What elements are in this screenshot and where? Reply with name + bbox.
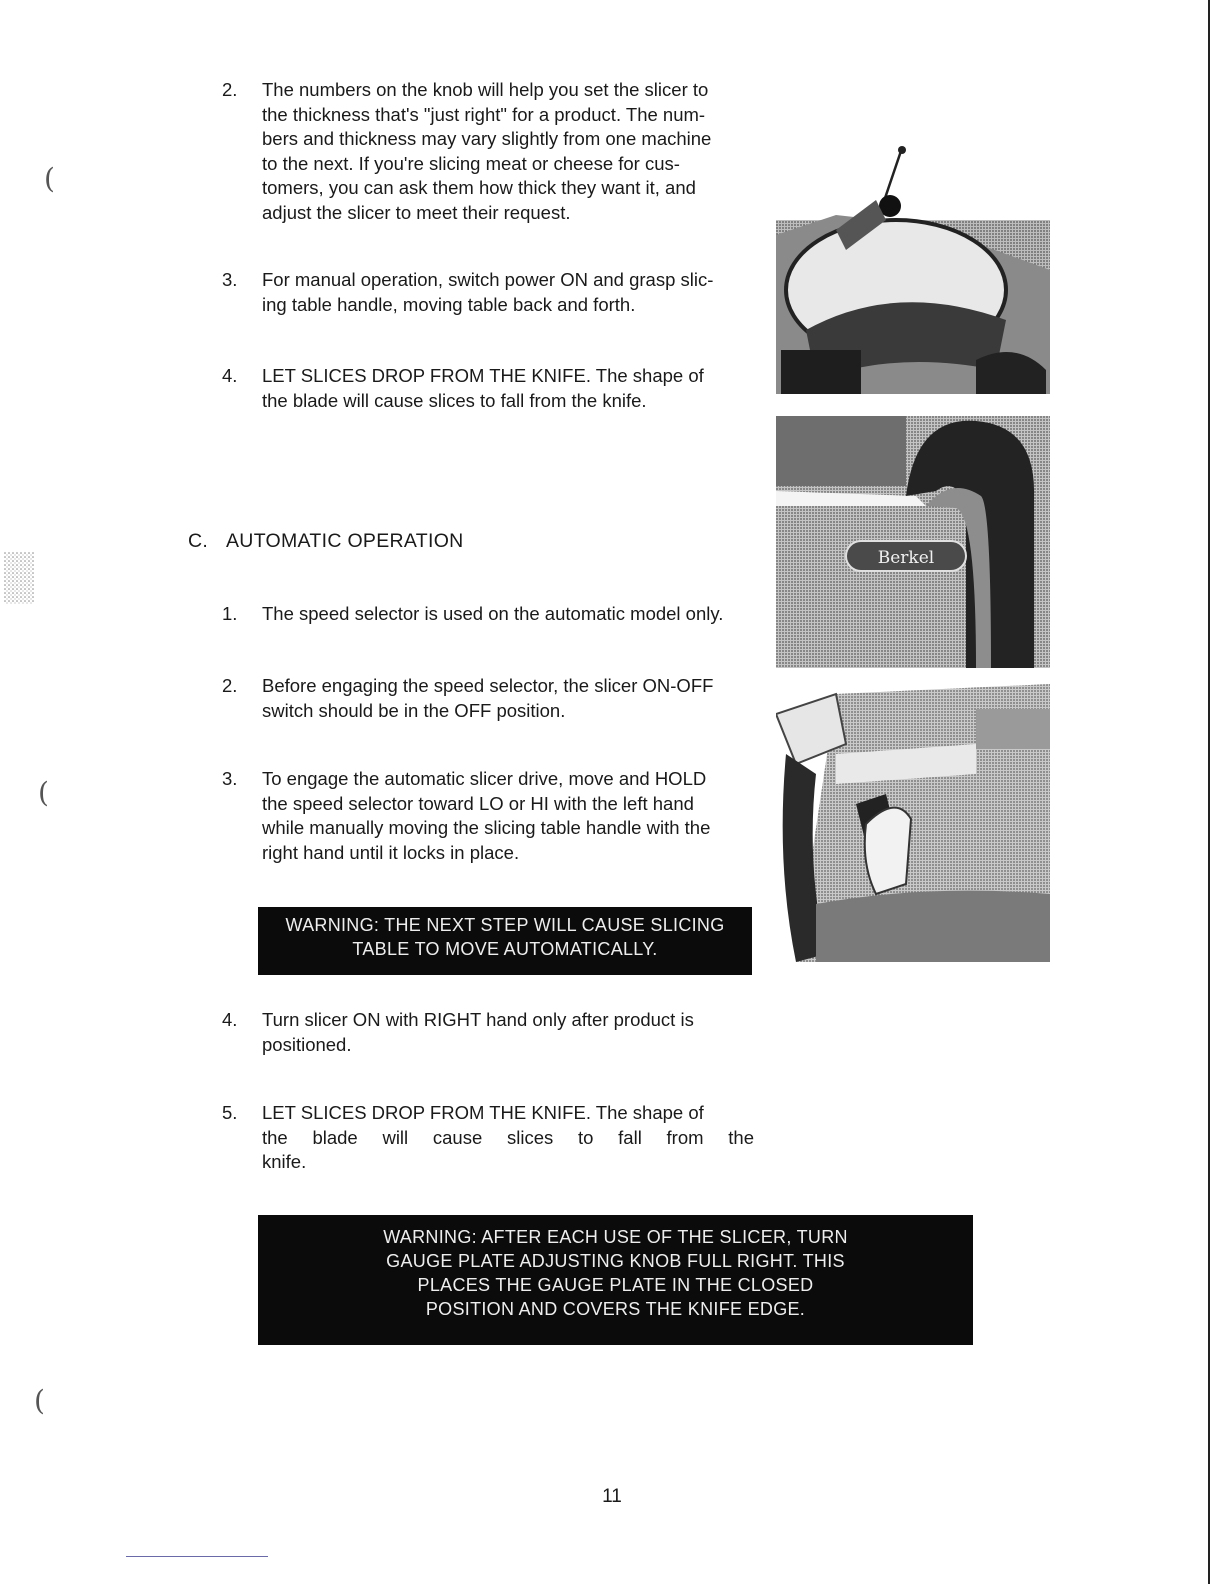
list-number: 2.: [222, 675, 238, 696]
text-line: tomers, you can ask them how thick they want it, and: [262, 177, 696, 198]
speed-selector-photo: [776, 684, 1050, 962]
text-line: bers and thickness may vary slightly from one machine: [262, 128, 712, 149]
list-text: [262, 78, 754, 225]
list-number: 4.: [222, 365, 238, 386]
text-line: LET SLICES DROP FROM THE KNIFE. The shape of: [262, 1102, 704, 1123]
text-line: switch should be in the OFF position.: [262, 699, 566, 721]
text-line: while manually moving the slicing table handle with the: [262, 817, 711, 838]
text-line: LET SLICES DROP FROM THE KNIFE. The shape of: [262, 365, 704, 386]
bottom-rule: [126, 1556, 268, 1557]
section-title: AUTOMATIC OPERATION: [226, 530, 464, 552]
section-heading: [188, 530, 464, 553]
warning-line: GAUGE PLATE ADJUSTING KNOB FULL RIGHT. THIS: [386, 1251, 845, 1271]
text-line: the thickness that's "just right" for a product. The num-: [262, 103, 706, 125]
text-line: The speed selector is used on the automatic model only.: [262, 603, 724, 624]
warning-line: WARNING: THE NEXT STEP WILL CAUSE SLICING: [285, 915, 725, 935]
list-text: [262, 364, 754, 413]
binder-hole-mark: (: [38, 776, 49, 809]
text-line: adjust the slicer to meet their request.: [262, 201, 571, 223]
list-number: 1.: [222, 603, 238, 624]
warning-line: TABLE TO MOVE AUTOMATICALLY.: [352, 939, 658, 959]
list-text: [262, 602, 782, 627]
text-line: positioned.: [262, 1033, 352, 1055]
list-text: [262, 268, 754, 317]
warning-line: POSITION AND COVERS THE KNIFE EDGE.: [425, 1299, 806, 1319]
text-line: Before engaging the speed selector, the slicer ON-OFF: [262, 675, 714, 696]
berkel-badge-illustration: [776, 416, 1050, 668]
section-letter: C.: [188, 530, 209, 552]
list-text: [262, 1101, 754, 1175]
text-line: The numbers on the knob will help you set the slicer to: [262, 79, 709, 100]
list-number: 3.: [222, 269, 238, 290]
list-number: 3.: [222, 768, 238, 789]
text-line: ing table handle, moving table back and forth.: [262, 293, 636, 315]
warning-box-1: [258, 907, 752, 975]
text-line: the blade will cause slices to fall from the knife.: [262, 1126, 754, 1172]
text-line: To engage the automatic slicer drive, move and HOLD: [262, 768, 707, 789]
warning-line: WARNING: AFTER EACH USE OF THE SLICER, TURN: [383, 1227, 848, 1247]
slicer-knob-illustration: [776, 140, 1050, 394]
text-line: the speed selector toward LO or HI with the left hand: [262, 792, 694, 814]
binder-hole-mark: (: [44, 162, 55, 195]
binder-hole-mark: (: [34, 1384, 45, 1417]
scan-noise-speck: [0, 548, 40, 608]
slicer-knob-photo: [776, 140, 1050, 394]
page-number: 11: [602, 1486, 622, 1507]
list-text: [262, 674, 754, 723]
list-number: 2.: [222, 79, 238, 100]
text-line: to the next. If you're slicing meat or cheese for cus-: [262, 152, 680, 174]
list-text: [262, 767, 754, 865]
list-text: [262, 1008, 754, 1057]
text-line: the blade will cause slices to fall from the knife.: [262, 389, 647, 411]
text-line: right hand until it locks in place.: [262, 841, 520, 863]
list-number: 4.: [222, 1009, 238, 1030]
berkel-badge-photo: [776, 416, 1050, 668]
text-line: For manual operation, switch power ON and grasp slic-: [262, 269, 714, 290]
warning-line: PLACES THE GAUGE PLATE IN THE CLOSED: [417, 1275, 814, 1295]
scan-edge-line: [1208, 0, 1210, 1584]
berkel-logo-text: Berkel: [877, 548, 935, 568]
warning-box-2: [258, 1215, 973, 1345]
speed-selector-illustration: [776, 684, 1050, 962]
text-line: Turn slicer ON with RIGHT hand only after product is: [262, 1009, 694, 1030]
list-number: 5.: [222, 1102, 238, 1123]
